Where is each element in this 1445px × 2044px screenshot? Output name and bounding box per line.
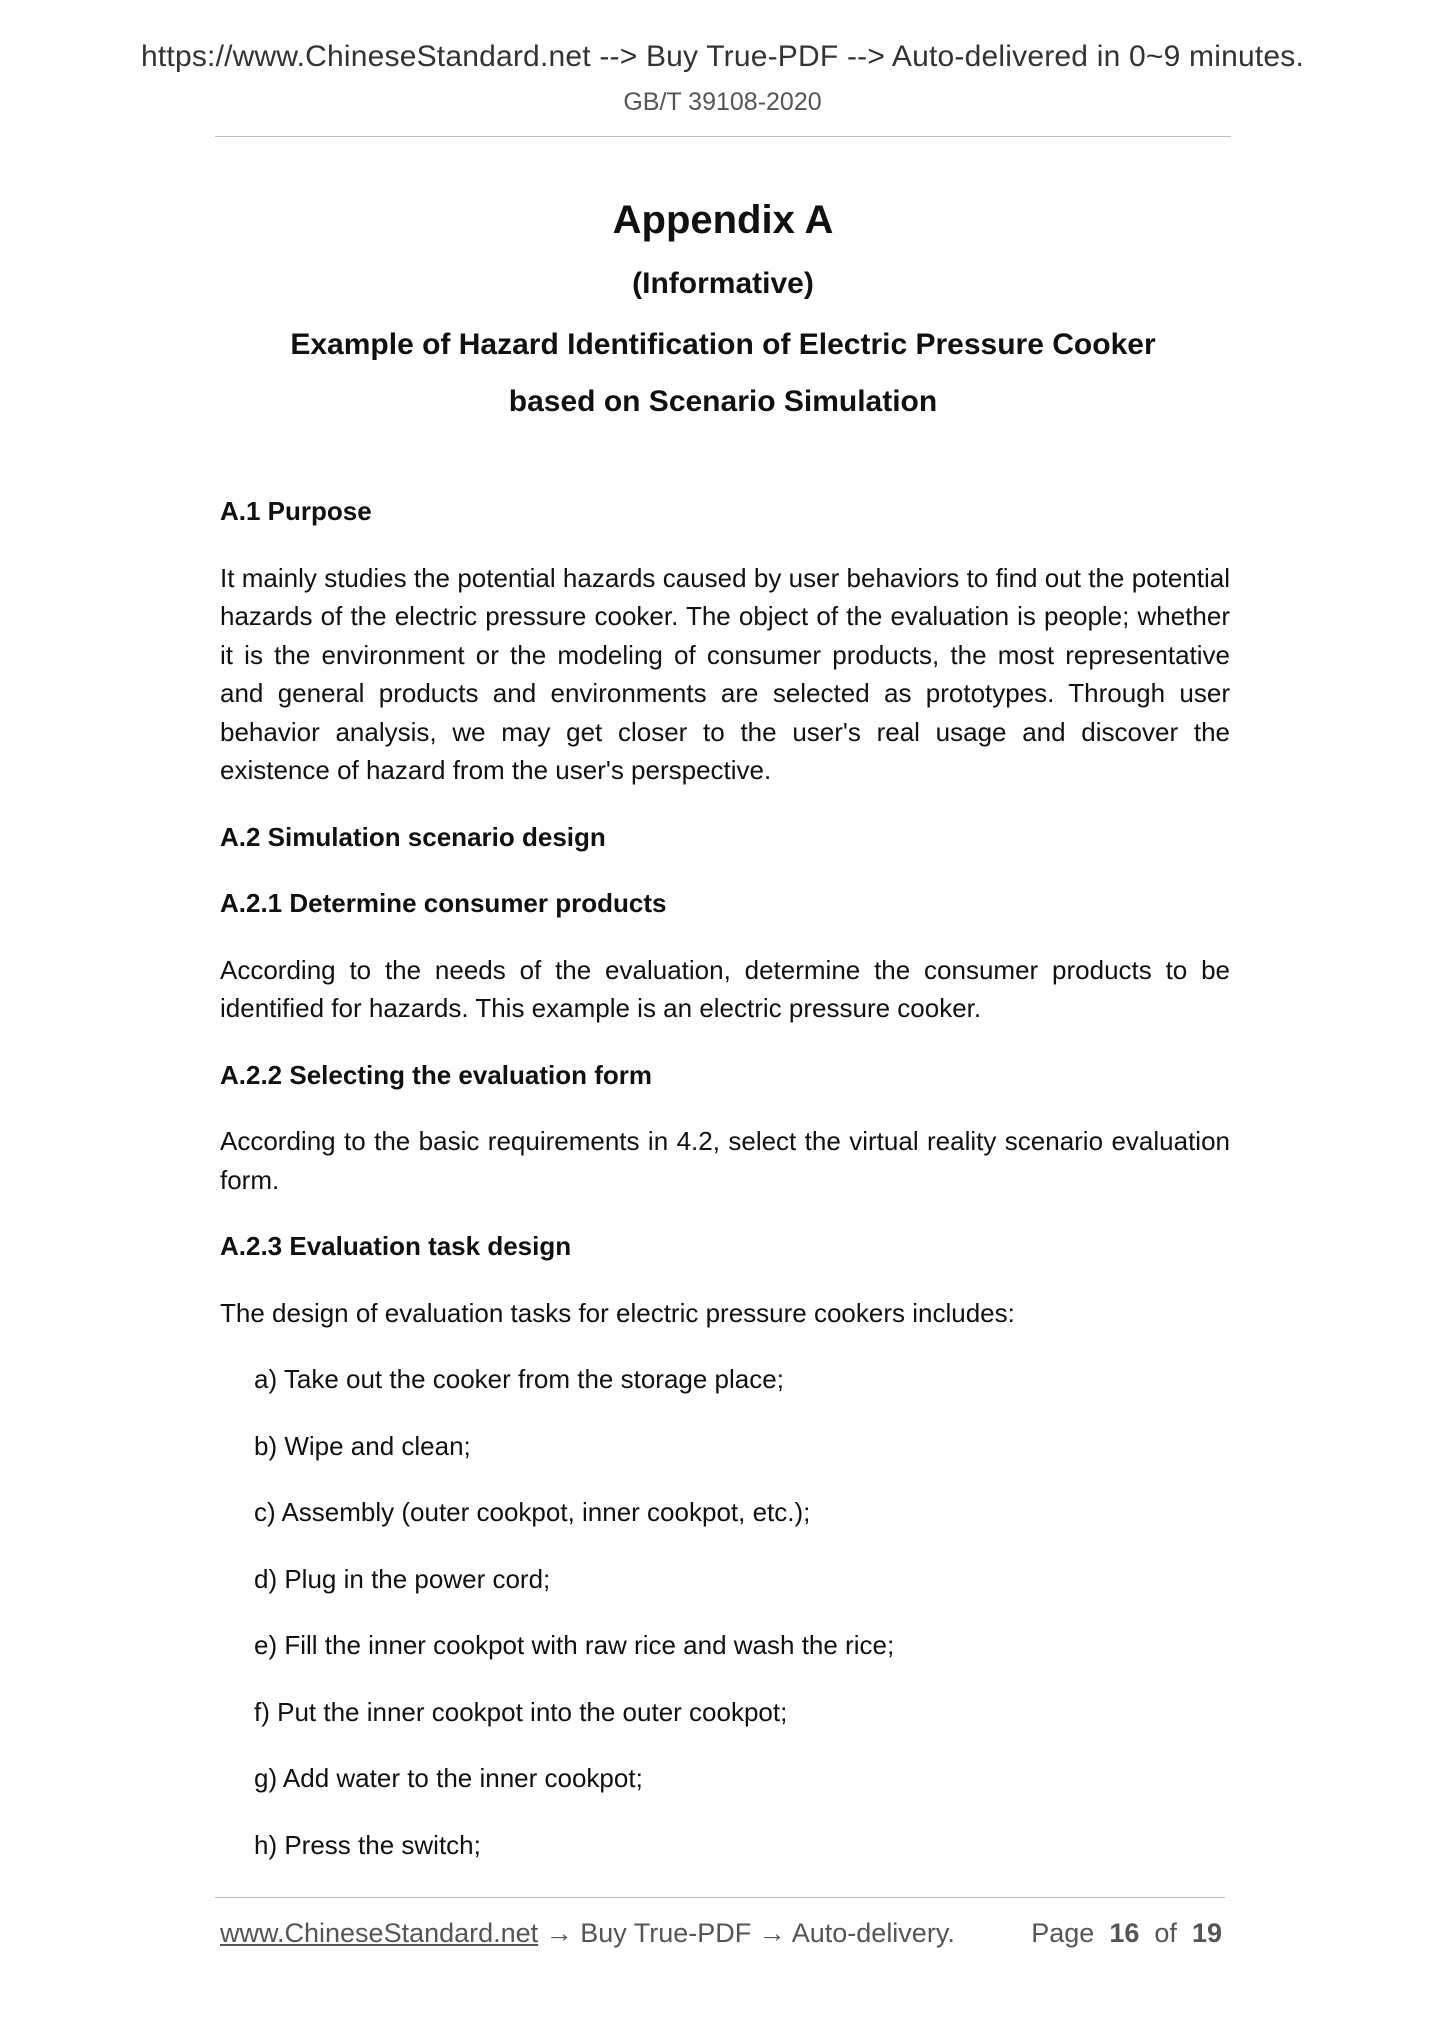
page-current: 16: [1109, 1918, 1140, 1948]
footer-tagline: → Buy True-PDF → Auto-delivery.: [538, 1918, 955, 1948]
appendix-type: (Informative): [632, 267, 814, 300]
list-item: f) Put the inner cookpot into the outer cookpot;: [254, 1696, 788, 1727]
document-code: GB/T 39108-2020: [623, 88, 822, 116]
page-total: 19: [1191, 1918, 1222, 1948]
subtitle-line-1: Example of Hazard Identification of Electric Pressure Cooker: [290, 328, 1156, 361]
section-heading-a23: A.2.3 Evaluation task design: [220, 1231, 572, 1261]
subtitle-line-2: based on Scenario Simulation: [508, 385, 938, 418]
footer-website-link[interactable]: www.ChineseStandard.net: [220, 1918, 539, 1948]
page-label: Page: [1031, 1918, 1095, 1948]
list-item: g) Add water to the inner cookpot;: [254, 1763, 643, 1793]
list-item: h) Press the switch;: [254, 1829, 481, 1860]
list-item: b) Wipe and clean;: [254, 1430, 471, 1461]
appendix-subtitle: [215, 316, 1231, 430]
list-item: e) Fill the inner cookpot with raw rice and wash the rice;: [254, 1630, 895, 1660]
section-intro-a23: The design of evaluation tasks for electric pressure cookers includes:: [220, 1297, 1015, 1328]
header-divider: [215, 136, 1231, 137]
appendix-title: Appendix A: [612, 198, 834, 242]
section-heading-a22: A.2.2 Selecting the evaluation form: [220, 1059, 652, 1090]
document-body: [220, 492, 1230, 1892]
section-body-a22: According to the basic requirements in 4.2, select the virtual reality scenario evaluation form.: [220, 1126, 1230, 1195]
list-item: a) Take out the cooker from the storage place;: [254, 1364, 784, 1394]
section-heading-a1: A.1 Purpose: [220, 496, 372, 526]
top-banner: https://www.ChineseStandard.net --> Buy True-PDF --> Auto-delivered in 0~9 minutes.: [141, 40, 1304, 73]
page-of-label: of: [1154, 1918, 1177, 1948]
section-heading-a21: A.2.1 Determine consumer products: [220, 888, 667, 918]
page-indicator: [1031, 1918, 1222, 1949]
section-body-a1: It mainly studies the potential hazards caused by user behaviors to find out the potential hazards of the electric pressure cooker. The object of the evaluation is people; whether it is the environment or the modeling of consumer products, the most representative and general products and environments are selected as prototypes. Through user behavior analysis, we may get closer to the user's real usage and discover the existence of hazard from the user's perspective.: [220, 562, 1230, 785]
list-item: d) Plug in the power cord;: [254, 1563, 551, 1594]
section-heading-a2: A.2 Simulation scenario design: [220, 821, 606, 852]
footer-divider: [215, 1897, 1225, 1898]
task-list: [220, 1360, 1230, 1864]
list-item: c) Assembly (outer cookpot, inner cookpot, etc.);: [254, 1497, 811, 1527]
section-body-a21: According to the needs of the evaluation, determine the consumer products to be identified for hazards. This example is an electric pressure cooker.: [220, 954, 1230, 1023]
footer-left: [220, 1918, 955, 1949]
title-block: [215, 192, 1231, 430]
